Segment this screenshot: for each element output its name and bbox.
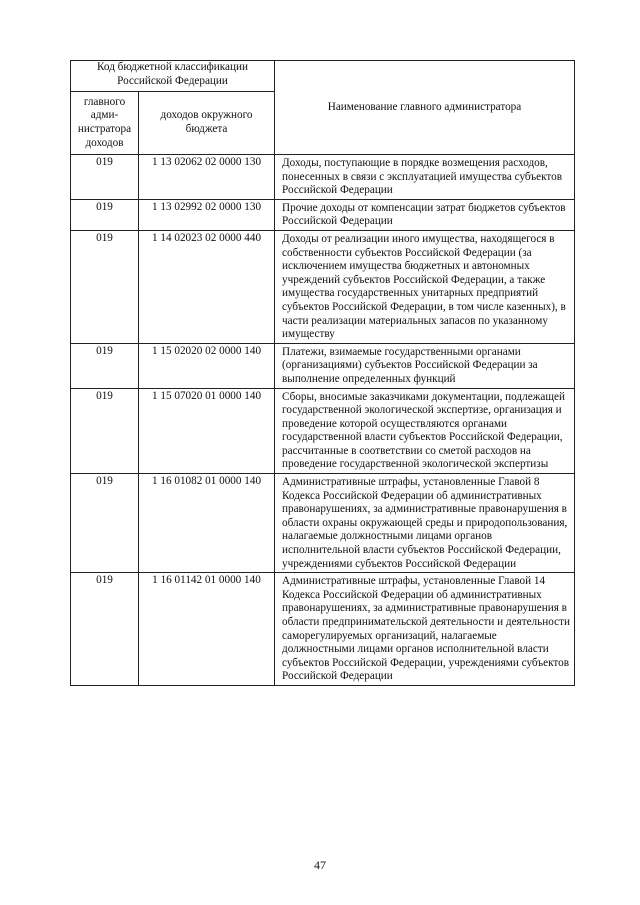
income-code-cell: 1 15 02020 02 0000 140 [139, 343, 275, 388]
table-row [71, 155, 575, 200]
admin-code-cell: 019 [71, 343, 139, 388]
admin-code-cell: 019 [71, 474, 139, 573]
admin-code-cell: 019 [71, 388, 139, 474]
table-row [71, 474, 575, 573]
page-number: 47 [314, 858, 326, 872]
income-name-cell: Административные штрафы, установленные Главой 14 Кодекса Российской Федерации об административных правонарушениях, за административные правонарушения в области предпринимательской деятельности и деятельности саморегулируемых организаций, налагаемые должностными лицами органов исполнительной власти субъектов Российской Федерации, учреждениями субъектов Российской Федерации [275, 573, 575, 686]
income-name-cell: Административные штрафы, установленные Главой 8 Кодекса Российской Федерации об административных правонарушениях, за административные правонарушения в области охраны окружающей среды и природопользования, налагаемые должностными лицами органов исполнительной власти субъектов Российской Федерации, учреждениями субъектов Российской Федерации [275, 474, 575, 573]
income-name-cell: Сборы, вносимые заказчиками документации, подлежащей государственной экологической экспертизе, организация и проведение которой осуществляются органами государственной власти субъектов Российской Федерации, рассчитанные в соответствии со сметой расходов на проведение государственной экологической экспертизы [275, 388, 575, 474]
admin-code-cell: 019 [71, 573, 139, 686]
income-code-cell: 1 16 01082 01 0000 140 [139, 474, 275, 573]
admin-code-cell: 019 [71, 230, 139, 343]
administrator-name-header: Наименование главного администратора [275, 61, 575, 155]
income-code-cell: 1 13 02992 02 0000 130 [139, 199, 275, 230]
admin-code-cell: 019 [71, 155, 139, 200]
income-code-cell: 1 16 01142 01 0000 140 [139, 573, 275, 686]
income-name-cell: Доходы, поступающие в порядке возмещения расходов, понесенных в связи с эксплуатацией имущества субъектов Российской Федерации [275, 155, 575, 200]
admin-code-cell: 019 [71, 199, 139, 230]
table-row [71, 199, 575, 230]
income-code-cell: 1 14 02023 02 0000 440 [139, 230, 275, 343]
income-admin-table [70, 60, 575, 686]
district-budget-income-header: доходов окружного бюджета [139, 92, 275, 155]
income-name-cell: Прочие доходы от компенсации затрат бюджетов субъектов Российской Федерации [275, 199, 575, 230]
table-row [71, 388, 575, 474]
table-row [71, 343, 575, 388]
income-name-cell: Доходы от реализации иного имущества, находящегося в собственности субъектов Российской Федерации (за исключением имущества бюджетных и автономных учреждений субъектов Российской Федерации, а также имущества государственных унитарных предприятий субъектов Российской Федерации, в том числе казенных), в части реализации материальных запасов по указанному имуществу [275, 230, 575, 343]
income-code-cell: 1 15 07020 01 0000 140 [139, 388, 275, 474]
table-row [71, 230, 575, 343]
income-code-cell: 1 13 02062 02 0000 130 [139, 155, 275, 200]
budget-classification-header: Код бюджетной классификации Российской Федерации [71, 61, 275, 92]
main-administrator-header: главного адми-нистратора доходов [71, 92, 139, 155]
income-name-cell: Платежи, взимаемые государственными органами (организациями) субъектов Российской Федерации за выполнение определенных функций [275, 343, 575, 388]
table-row [71, 573, 575, 686]
